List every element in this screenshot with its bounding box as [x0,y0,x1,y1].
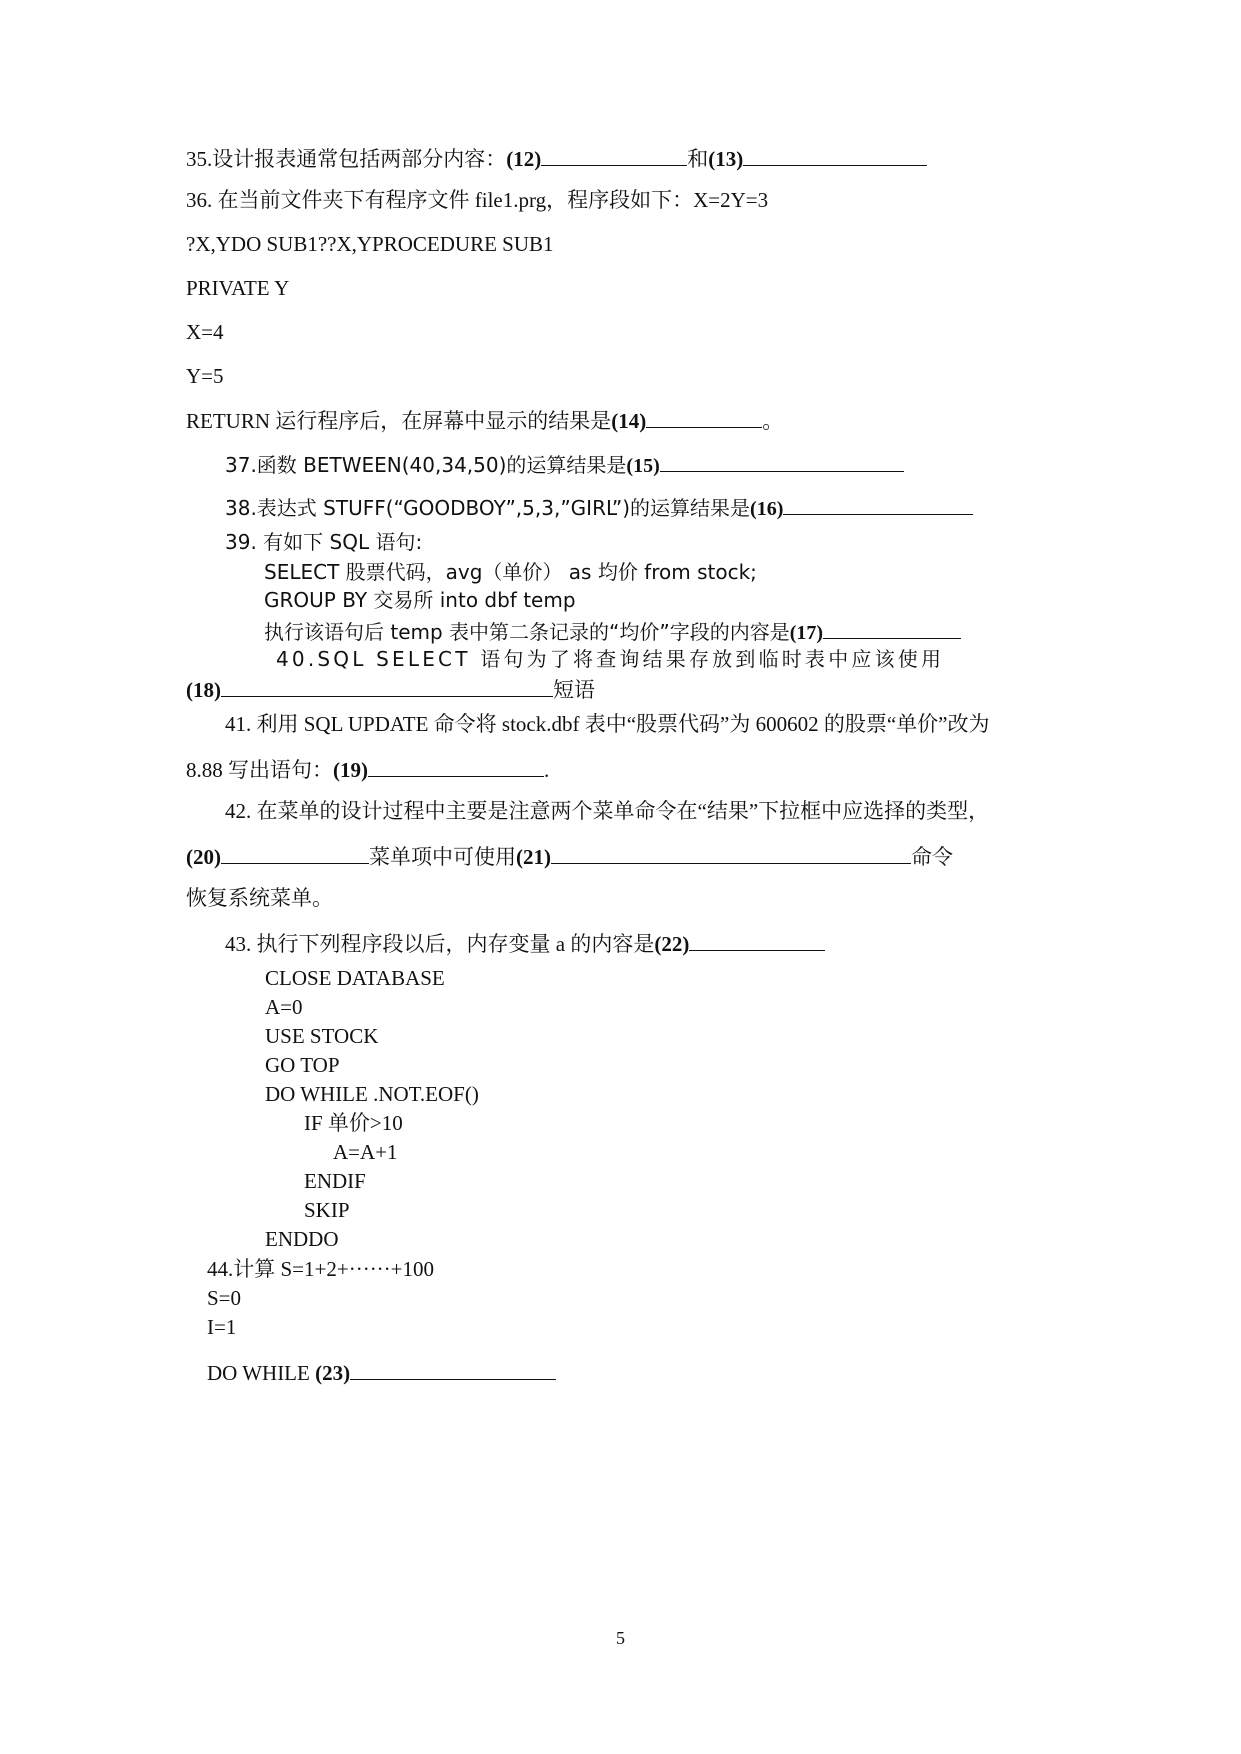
answer-blank-13[interactable] [743,147,927,166]
answer-blank-17[interactable] [823,620,961,639]
answer-blank-20[interactable] [221,845,369,864]
question-36-intro: 36. 在当前文件夹下有程序文件 file1.prg，程序段如下：X=2Y=3 [186,188,769,212]
question-41-cont: 8.88 写出语句： [186,758,333,782]
blank-label-15: (15) [626,455,660,477]
answer-blank-22[interactable] [689,932,825,951]
blank-label-16: (16) [750,498,784,520]
answer-blank-23[interactable] [350,1361,556,1380]
question-42-answer [186,845,953,868]
question-39-ask-text: 执行该语句后 temp 表中第二条记录的“均价”字段的内容是 [264,620,790,644]
blank-label-18: (18) [186,678,221,702]
answer-blank-12[interactable] [541,147,687,166]
code-line: ENDDO [265,1227,339,1251]
blank-label-12: (12) [506,147,542,171]
question-35 [186,147,927,170]
code-line: A=A+1 [333,1140,398,1164]
question-44-dowhile [207,1361,556,1384]
answer-blank-21[interactable] [551,845,911,864]
dowhile-keyword: DO WHILE [207,1361,316,1385]
answer-blank-15[interactable] [660,453,904,472]
code-line: SKIP [304,1198,350,1222]
sql-line: GROUP BY 交易所 into dbf temp [264,588,576,612]
question-42: 42. 在菜单的设计过程中主要是注意两个菜单命令在“结果”下拉框中应选择的类型， [225,799,990,823]
blank-label-19: (19) [333,758,368,782]
question-40: 40.SQL SELECT 语句为了将查询结果存放到临时表中应该使用 [276,647,945,671]
question-40-answer [186,678,595,701]
blank-label-21: (21) [516,845,551,869]
question-35-mid: 和 [687,147,709,171]
question-38 [225,496,973,519]
code-line: A=0 [265,995,303,1019]
question-42-cont: 恢复系统菜单。 [186,886,333,910]
code-line: ?X,YDO SUB1??X,YPROCEDURE SUB1 [186,232,554,256]
code-line: ENDIF [304,1169,366,1193]
question-41-end: . [544,758,550,782]
answer-blank-18[interactable] [221,678,553,697]
question-42-mid: 菜单项中可使用 [369,845,516,869]
question-43-text: 43. 执行下列程序段以后，内存变量 a 的内容是 [225,932,655,956]
code-line: PRIVATE Y [186,276,290,300]
blank-label-20: (20) [186,845,221,869]
question-44: 44.计算 S=1+2+······+100 [207,1257,435,1281]
answer-blank-14[interactable] [646,409,762,428]
question-41-answer [186,758,549,781]
question-36-end: 。 [762,409,784,433]
code-line: I=1 [207,1315,237,1339]
question-38-text: 38.表达式 STUFF(“GOODBOY”,5,3,”GIRL”)的运算结果是 [225,496,751,520]
blank-label-22: (22) [654,932,690,956]
question-35-text: 35.设计报表通常包括两部分内容： [186,147,507,171]
page-number: 5 [616,1628,625,1648]
question-43 [225,932,825,955]
code-line: GO TOP [265,1053,340,1077]
code-line: X=4 [186,320,224,344]
question-36-tail [186,409,783,432]
sql-line: SELECT 股票代码，avg（单价） as 均价 from stock; [264,560,757,584]
question-40-end: 短语 [553,678,595,702]
code-line: CLOSE DATABASE [265,966,445,990]
code-line: USE STOCK [265,1024,379,1048]
blank-label-14: (14) [611,409,647,433]
question-39-intro: 39. 有如下 SQL 语句: [225,530,423,554]
code-line: S=0 [207,1286,242,1310]
blank-label-17: (17) [789,622,824,644]
question-37 [225,453,904,476]
question-42-end: 命令 [911,845,953,869]
code-line: DO WHILE .NOT.EOF() [265,1082,479,1106]
blank-label-23: (23) [315,1361,351,1385]
code-line: IF 单价>10 [304,1111,403,1135]
answer-blank-16[interactable] [783,496,973,515]
code-line: Y=5 [186,364,224,388]
answer-blank-19[interactable] [368,758,544,777]
blank-label-13: (13) [708,147,744,171]
question-41: 41. 利用 SQL UPDATE 命令将 stock.dbf 表中“股票代码”为 600602 的股票“单价”改为 [225,712,990,736]
question-37-text: 37.函数 BETWEEN(40,34,50)的运算结果是 [225,453,627,477]
question-39-ask [264,620,961,643]
question-36-tail-text: RETURN 运行程序后，在屏幕中显示的结果是 [186,409,612,433]
